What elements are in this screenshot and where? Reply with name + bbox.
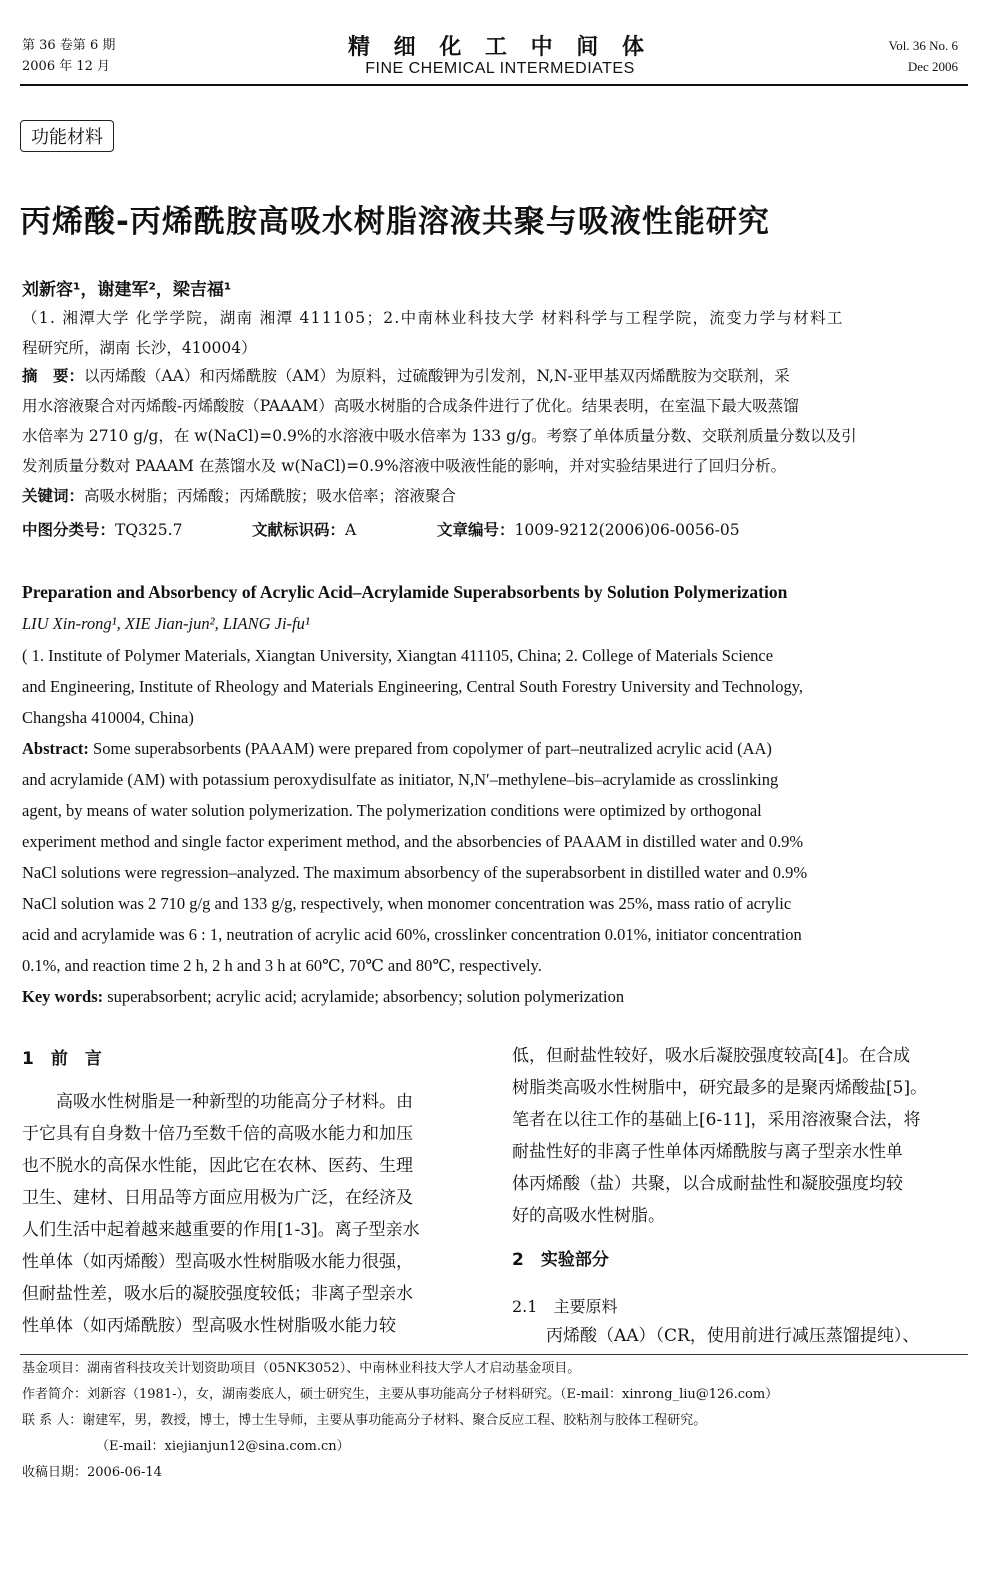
right-column-body xyxy=(512,1040,972,1232)
abstract-cn-label: 摘 要： xyxy=(22,367,85,385)
header-rule xyxy=(20,84,968,86)
abstract-en-label: Abstract: xyxy=(22,739,89,758)
abstract-en-line5: NaCl solutions were regression–analyzed. The maximum absorbency of the superabsorbent in distilled water and 0.9% xyxy=(22,863,808,882)
paper-title-cn: 丙烯酸-丙烯酰胺高吸水树脂溶液共聚与吸液性能研究 xyxy=(20,204,770,240)
abstract-cn-line4: 发剂质量分数对 PAAAM 在蒸馏水及 w(NaCl)=0.9%溶液中吸液性能的影响，并对实验结果进行了回归分析。 xyxy=(22,457,787,475)
left-line: 性单体（如丙烯酰胺）型高吸水性树脂吸水能力较 xyxy=(22,1316,396,1336)
keywords-en-label: Key words: xyxy=(22,987,104,1006)
affiliation-en-line2: and Engineering, Institute of Rheology and Materials Engineering, Central South Forestry University and Technology, xyxy=(22,677,804,696)
paper-title-en: Preparation and Absorbency of Acrylic Acid–Acrylamide Superabsorbents by Solution Polymerization xyxy=(22,582,788,602)
left-line: 卫生、建材、日用品等方面应用极为广泛，在经济及 xyxy=(22,1188,413,1208)
authors-cn: 刘新容¹，谢建军²，梁吉福¹ xyxy=(22,280,232,300)
right-line: 好的高吸水性树脂。 xyxy=(512,1206,665,1226)
footnote-fund: 基金项目：湖南省科技攻关计划资助项目（05NK3052）、中南林业科技大学人才启动基金项目。 xyxy=(22,1361,581,1376)
volume-en: Vol. 36 No. 6 xyxy=(888,38,958,53)
date-en: Dec 2006 xyxy=(907,59,958,74)
left-line: 于它具有自身数十倍乃至数千倍的高吸水能力和加压 xyxy=(22,1124,413,1144)
date-cn: 2006 年 12 月 xyxy=(22,59,111,74)
classification-row: 中图分类号：TQ325.7 xyxy=(22,521,183,539)
doc-code: A xyxy=(345,521,357,539)
abstract-cn-line1: 摘 要：以丙烯酸（AA）和丙烯酰胺（AM）为原料，过硫酸钾为引发剂，N,N-亚甲基双丙烯酰胺为交联剂，采 xyxy=(22,367,790,385)
left-line: 高吸水性树脂是一种新型的功能高分子材料。由 xyxy=(22,1092,413,1112)
abstract-cn-line2: 用水溶液聚合对丙烯酸-丙烯酸胺（PAAAM）高吸水树脂的合成条件进行了优化。结果表明，在室温下最大吸蒸馏 xyxy=(22,397,799,415)
affiliation-cn-line2: 程研究所，湖南 长沙，410004） xyxy=(22,339,257,357)
abstract-cn-line3: 水倍率为 2710 g/g，在 w(NaCl)=0.9%的水溶液中吸水倍率为 133 g/g。考察了单体质量分数、交联剂质量分数以及引 xyxy=(22,427,857,445)
abstract-en-line7: acid and acrylamide was 6 : 1, neutration of acrylic acid 60%, crosslinker concentration 0.01%, initiator concentration xyxy=(22,925,802,944)
abstract-en-line2: and acrylamide (AM) with potassium peroxydisulfate as initiator, N,N′–methylene–bis–acrylamide as crosslinking xyxy=(22,770,779,789)
section-2-1-heading: 2.1 主要原料 xyxy=(512,1297,618,1316)
footnote-received: 收稿日期：2006-06-14 xyxy=(22,1465,162,1480)
right-line: 体丙烯酸（盐）共聚，以合成耐盐性和凝胶强度均较 xyxy=(512,1174,903,1194)
abstract-en-line6: NaCl solution was 2 710 g/g and 133 g/g, respectively, when monomer concentration was 25%, mass ratio of acrylic xyxy=(22,894,792,913)
right-line: 笔者在以往工作的基础上[6-11]，采用溶液聚合法，将 xyxy=(512,1110,921,1130)
right-line: 树脂类高吸水性树脂中，研究最多的是聚丙烯酸盐[5]。 xyxy=(512,1078,928,1098)
section-2-heading: 2 实验部分 xyxy=(512,1250,609,1270)
right-line: 低，但耐盐性较好，吸水后凝胶强度较高[4]。在合成 xyxy=(512,1046,911,1066)
footnote-author: 作者简介：刘新容（1981-），女，湖南娄底人，硕士研究生，主要从事功能高分子材料研究。（E-mail：xinrong_liu@126.com） xyxy=(22,1387,779,1402)
abstract-en-line4: experiment method and single factor experiment method, and the absorbencies of PAAAM in distilled water and 0.9% xyxy=(22,832,804,851)
authors-en: LIU Xin-rong¹, XIE Jian-jun², LIANG Ji-fu¹ xyxy=(22,614,310,633)
footnote-rule xyxy=(20,1354,968,1355)
right-last-line: 丙烯酸（AA）（CR，使用前进行减压蒸馏提纯）、 xyxy=(512,1326,920,1346)
left-line: 人们生活中起着越来越重要的作用[1-3]。离子型亲水 xyxy=(22,1220,420,1240)
affiliation-cn-line1: （1. 湘潭大学 化学学院，湖南 湘潭 411105；2.中南林业科技大学 材料科学与工程学院，流变力学与材料工 xyxy=(22,309,844,327)
volume-cn: 第 36 卷第 6 期 xyxy=(22,38,116,53)
affiliation-en-line3: Changsha 410004, China) xyxy=(22,708,194,727)
keywords-en: Key words: superabsorbent; acrylic acid; acrylamide; absorbency; solution polymerization xyxy=(22,987,625,1006)
category-tag: 功能材料 xyxy=(20,120,114,152)
keywords-cn: 关键词：高吸水树脂；丙烯酸；丙烯酰胺；吸水倍率；溶液聚合 xyxy=(22,487,457,505)
clc-code: TQ325.7 xyxy=(115,521,183,539)
abstract-en-line1: Abstract: Some superabsorbents (PAAAM) were prepared from copolymer of part–neutralized acrylic acid (AA) xyxy=(22,739,772,758)
footnote-email: （E-mail：xiejianjun12@sina.com.cn） xyxy=(96,1439,350,1454)
left-line: 但耐盐性差，吸水后的凝胶强度较低；非离子型亲水 xyxy=(22,1284,413,1304)
article-number: 1009-9212(2006)06-0056-05 xyxy=(514,521,740,539)
keywords-cn-label: 关键词： xyxy=(22,487,85,505)
left-line: 也不脱水的高保水性能，因此它在农林、医药、生理 xyxy=(22,1156,413,1176)
doc-code-row: 文献标识码：A xyxy=(252,521,357,539)
right-line: 耐盐性好的非离子性单体丙烯酰胺与离子型亲水性单 xyxy=(512,1142,903,1162)
abstract-en-line3: agent, by means of water solution polymerization. The polymerization conditions were optimized by orthogonal xyxy=(22,801,762,820)
journal-title-cn: 精 细 化 工 中 间 体 xyxy=(348,35,652,60)
article-number-row: 文章编号：1009-9212(2006)06-0056-05 xyxy=(437,521,740,539)
journal-title-en: FINE CHEMICAL INTERMEDIATES xyxy=(365,60,635,77)
footnote-contact: 联 系 人：谢建军，男，教授，博士，博士生导师，主要从事功能高分子材料、聚合反应工程、胶粘剂与胶体工程研究。 xyxy=(22,1413,707,1428)
affiliation-en-line1: ( 1. Institute of Polymer Materials, Xiangtan University, Xiangtan 411105, China; 2. College of Materials Science xyxy=(22,646,774,665)
abstract-en-line8: 0.1%, and reaction time 2 h, 2 h and 3 h at 60℃, 70℃ and 80℃, respectively. xyxy=(22,956,542,975)
section-1-heading: 1 前 言 xyxy=(22,1049,102,1069)
left-line: 性单体（如丙烯酸）型高吸水性树脂吸水能力很强， xyxy=(22,1252,413,1272)
left-column-body xyxy=(22,1086,472,1342)
